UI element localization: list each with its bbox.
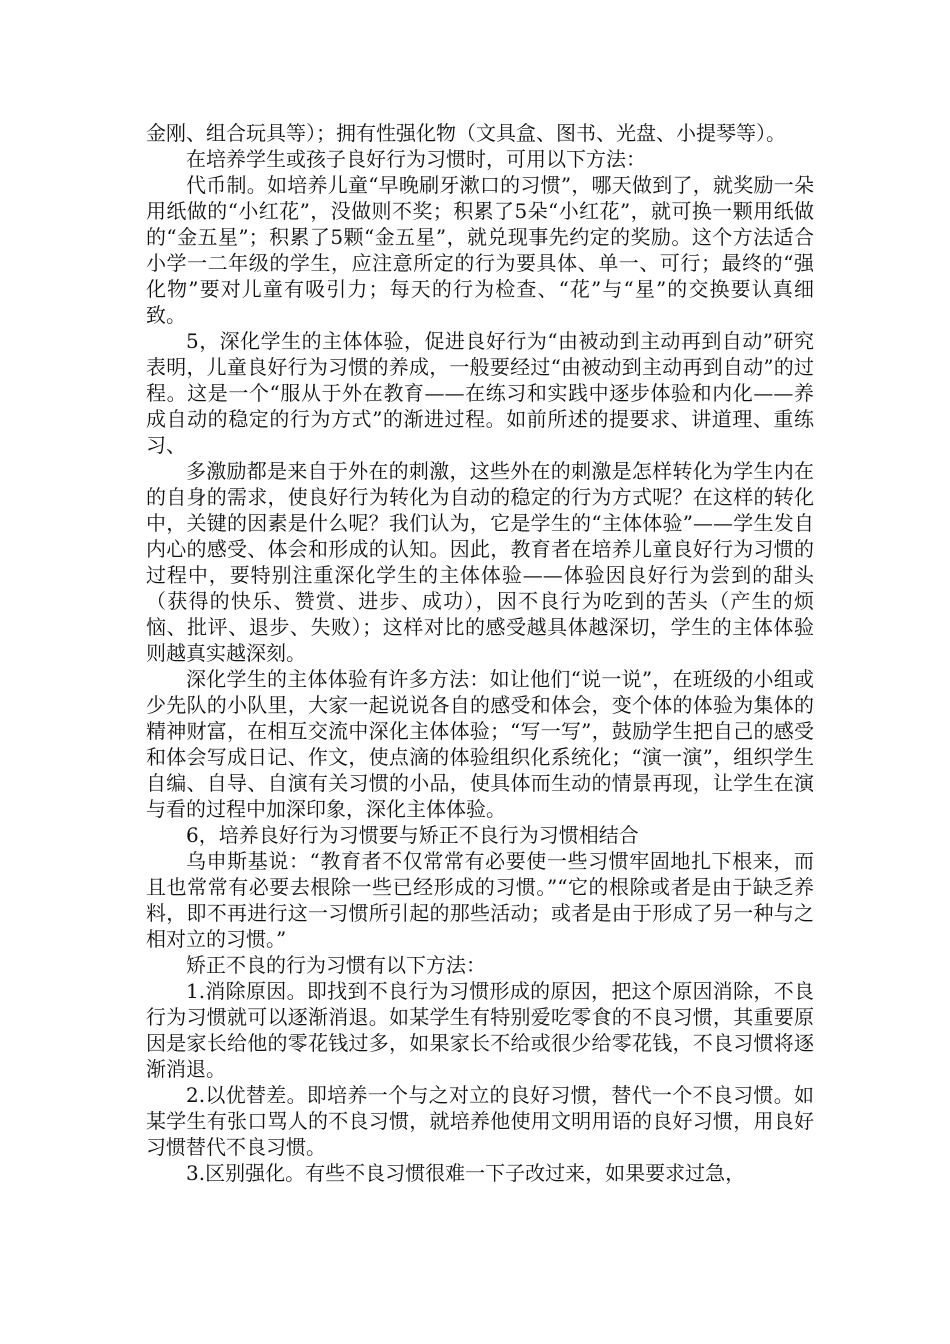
- paragraph-correction-intro: 矫正不良的行为习惯有以下方法：: [186, 953, 486, 977]
- paragraph-token-system: 代币制。如培养儿童“早晚刷牙漱口的习惯”，哪天做到了，就奖励一朵用纸做的“小红花”，没做则不奖；积累了5朵“小红花”，就可换一颗用纸做的“金五星”；积累了5颗“金五星”，就兑现事先约定的奖励。这个方法适合小学一二年级的学生，应注意所定的行为要具体、单一、可行；最终的“强化物”要对儿童有吸引力；每天的行为检查、“花”与“星”的交换要认真细致。: [146, 173, 814, 327]
- paragraph-subject-experience: 多激励都是来自于外在的刺激，这些外在的刺激是怎样转化为学生内在的自身的需求，使良好行为转化为自动的稳定的行为方式呢？在这样的转化中，关键的因素是什么呢？我们认为，它是学生的“主体体验”——学生发自内心的感受、体会和形成的认知。因此，教育者在培养儿童良好行为习惯的过程中，要特别注重深化学生的主体体验——体验因良好行为尝到的甜头（获得的快乐、赞赏、进步、成功），因不良行为吃到的苦头（产生的烦恼、批评、退步、失败）；这样对比的感受越具体越深切，学生的主体体验则越真实越深刻。: [146, 459, 814, 665]
- paragraph-methods-intro: 在培养学生或孩子良好行为习惯时，可用以下方法：: [186, 147, 646, 171]
- document-page: [146, 120, 814, 1186]
- paragraph-ushinsky-quote: 乌申斯基说：“教育者不仅常常有必要使一些习惯牢固地扎下根来，而且也常常有必要去根除一些已经形成的习惯。”“它的根除或者是由于缺乏养料，即不再进行这一习惯所引起的那些活动；或者是由于形成了另一种与之相对立的习惯。”: [146, 849, 814, 951]
- paragraph-reinforcers-continued: 金刚、组合玩具等）；拥有性强化物（文具盒、图书、光盘、小提琴等）。: [146, 121, 786, 145]
- paragraph-method-2: 2.以优替差。即培养一个与之对立的良好习惯，替代一个不良习惯。如某学生有张口骂人的不良习惯，就培养他使用文明用语的良好习惯，用良好习惯替代不良习惯。: [146, 1083, 814, 1159]
- paragraph-section-5: 5，深化学生的主体体验，促进良好行为“由被动到主动再到自动”研究表明，儿童良好行为习惯的养成，一般要经过“由被动到主动再到自动”的过程。这是一个“服从于外在教育——在练习和实践中逐步体验和内化——养成自动的稳定的行为方式”的渐进过程。如前所述的提要求、讲道理、重练习、: [146, 329, 814, 457]
- paragraph-method-1: 1.消除原因。即找到不良行为习惯形成的原因，把这个原因消除，不良行为习惯就可以逐渐消退。如某学生有特别爱吃零食的不良习惯，其重要原因是家长给他的零花钱过多，如果家长不给或很少给零花钱，不良习惯将逐渐消退。: [146, 979, 814, 1081]
- section-heading-6: 6，培养良好行为习惯要与矫正不良行为习惯相结合: [186, 823, 639, 847]
- paragraph-method-3: 3.区别强化。有些不良习惯很难一下子改过来，如果要求过急，: [186, 1161, 746, 1185]
- paragraph-deepen-methods: 深化学生的主体体验有许多方法：如让他们“说一说”，在班级的小组或少先队的小队里，大家一起说说各自的感受和体会，变个体的体验为集体的精神财富，在相互交流中深化主体体验；“写一写”，鼓励学生把自己的感受和体会写成日记、作文，使点滴的体验组织化系统化；“演一演”，组织学生自编、自导、自演有关习惯的小品，使具体而生动的情景再现，让学生在演与看的过程中加深印象，深化主体体验。: [146, 667, 814, 821]
